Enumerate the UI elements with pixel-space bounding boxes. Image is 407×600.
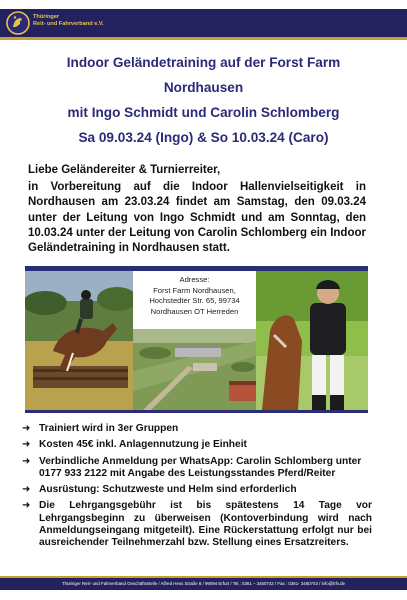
list-item xyxy=(22,500,372,549)
photo-horse-jumping xyxy=(25,271,133,410)
list-item xyxy=(22,484,372,496)
list-item-text: Kosten 45€ inkl. Anlagennutzung je Einheit xyxy=(39,439,247,451)
title-line-1: Indoor Geländetraining auf der Forst Farm xyxy=(66,55,341,70)
title-line-3: mit Ingo Schmidt und Carolin Schlomberg xyxy=(67,105,340,120)
org-name-line2: Reit- und Fahrverband e.V. xyxy=(33,21,104,27)
photo-strip-bottom-bar xyxy=(25,410,368,413)
address-box xyxy=(133,275,256,317)
address-line-2: Hochstedter Str. 65, 99734 xyxy=(149,296,240,306)
address-line-3: Nordhausen OT Herreden xyxy=(150,306,239,316)
photo-rider-with-horse xyxy=(256,271,368,410)
intro-paragraph: in Vorbereitung auf die Indoor Hallenvielseitigkeit in Nordhausen am 23.03.24 findet am Samstag, den 09.03.24 unter der Leitung von Ingo Schmidt und am Sonntag, den 10.03.24 unter der Leitung von Carolin Schlomberg ein Indoor Geländetraining in Nordhausen statt. xyxy=(28,181,366,255)
list-item-text: Ausrüstung: Schutzweste und Helm sind erforderlich xyxy=(39,484,297,496)
organization-name xyxy=(33,14,104,28)
greeting: Liebe Geländereiter & Turnierreiter, xyxy=(28,164,221,176)
address-label: Adresse: xyxy=(179,275,210,284)
arrow-right-icon: ➜ xyxy=(22,484,31,496)
federation-logo xyxy=(6,11,30,35)
arrow-right-icon: ➜ xyxy=(22,455,31,467)
list-item-text: Trainiert wird in 3er Gruppen xyxy=(39,423,179,434)
list-item xyxy=(22,439,372,451)
org-name-line1: Thüringer xyxy=(33,14,60,20)
address-line-1: Forst Farm Nordhausen, xyxy=(153,285,236,295)
title-line-4: Sa 09.03.24 (Ingo) & So 10.03.24 (Caro) xyxy=(78,130,329,145)
header-accent-line xyxy=(0,37,407,40)
arrow-right-icon: ➜ xyxy=(22,439,31,451)
list-item-text: Verbindliche Anmeldung per WhatsApp: Carolin Schlomberg unter 0177 933 2122 mit Angabe des Leistungsstandes Pferd/Reiter xyxy=(39,455,362,479)
list-item xyxy=(22,456,372,481)
arrow-right-icon: ➜ xyxy=(22,500,31,512)
footer-contact: Thüringer Reit- und Fahrverband Geschäftsstelle / Alfred Hess Straße 8 / 99094 Erfurt / Tel.: 0361 – 3460742 / Fax : 0361- 3460743 / info@trfv.de xyxy=(0,578,407,590)
info-list xyxy=(22,423,372,554)
title-line-2: Nordhausen xyxy=(163,80,244,95)
list-item-text: Die Lehrgangsgebühr ist bis spätestens 14 Tage vor Lehrgangsbeginn zu überweisen (Kontoverbindung wird nach Anmeldungseingang mitgeteilt). Eine Rückerstattung erfolgt nur bei ausreichender Teilnehmerzahl bzw. Stellung eines Ersatzreiters. xyxy=(39,500,372,549)
event-title xyxy=(0,50,407,150)
arrow-right-icon: ➜ xyxy=(22,423,31,434)
list-item xyxy=(22,423,372,435)
